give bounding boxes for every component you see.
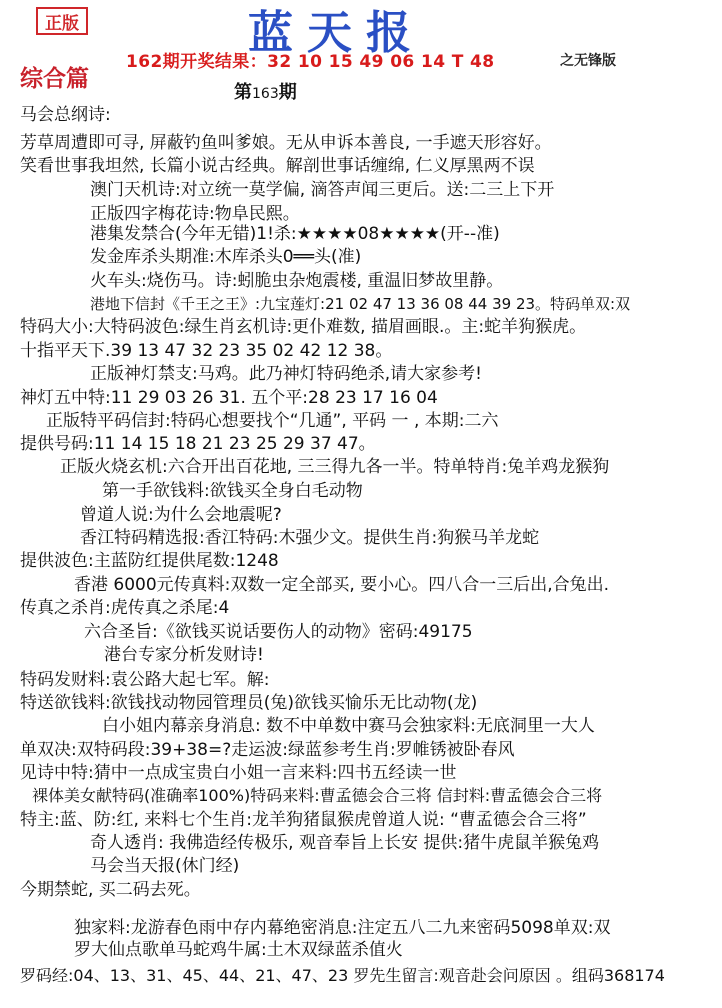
text-line: 港台专家分析发财诗!: [104, 645, 264, 665]
text-line: 香江特码精选报:香江特码:木强少文。提供生肖:狗猴马羊龙蛇: [80, 528, 540, 548]
text-line: 特送欲钱料:欲钱找动物园管理员(兔)欲钱买愉乐无比动物(龙): [20, 693, 478, 713]
text-line: 火车头:烧伤马。诗:蚓脆虫杂炮震楼, 重温旧梦故里静。: [90, 271, 504, 291]
text-line: 第一手欲钱料:欲钱买全身白毛动物: [102, 481, 363, 501]
text-line: 香港 6000元传真料:双数一定全部买, 要小心。四八合一三后出,合兔出.: [74, 575, 610, 595]
text-line: 马会总纲诗:: [20, 105, 111, 125]
text-line: 奇人透肖: 我佛造经传极乐, 观音奉旨上长安 提供:猪牛虎鼠羊猴兔鸡: [90, 833, 600, 853]
text-line: 六合圣旨:《欲钱买说话要伤人的动物》密码:49175: [84, 622, 473, 642]
text-line: 神灯五中特:11 29 03 26 31. 五个平:28 23 17 16 04: [20, 388, 438, 408]
text-line: 传真之杀肖:虎传真之杀尾:4: [20, 598, 230, 618]
draw-result-banner: 162期开奖结果：32 10 15 49 06 14 T 48: [126, 52, 495, 72]
text-line: 发金库杀头期准:木库杀头0══头(准): [90, 247, 362, 267]
text-line: 正版特平码信封:特码心想要找个“几通”, 平码 一 , 本期:二六: [46, 411, 499, 431]
text-line: 正版神灯禁支:马鸡。此乃神灯特码绝杀,请大家参考!: [90, 364, 482, 384]
text-line: 见诗中特:猜中一点成宝贵白小姐一言来料:四书五经读一世: [20, 763, 457, 783]
text-line: 今期禁蛇, 买二码去死。: [20, 880, 201, 900]
newspaper-title: 蓝天报: [248, 6, 426, 59]
text-line: 独家料:龙游春色雨中存内幕绝密消息:注定五八二九来密码5098单双:双: [74, 918, 611, 938]
text-line: 正版四字梅花诗:物阜民熙。: [90, 204, 300, 224]
issue-number: 163: [252, 86, 279, 102]
text-line: 单双决:双特码段:39+38=?走运波:绿蓝参考生肖:罗帷锈被卧春风: [20, 740, 515, 760]
text-line: 港地下信封《千王之王》:九宝莲灯:21 02 47 13 36 08 44 39 23。特码单双:双: [90, 295, 631, 313]
text-line: 裸体美女献特码(准确率100%)特码来料:曹孟德会合三将 信封料:曹孟德会合三将: [32, 786, 603, 805]
text-line: 正版火烧玄机:六合开出百花地, 三三得九各一半。特单特肖:兔羊鸡龙猴狗: [60, 457, 610, 477]
text-line: 白小姐内幕亲身消息: 数不中单数中赛马会独家料:无底洞里一大人: [102, 716, 595, 736]
issue-suffix: 期: [278, 82, 297, 103]
text-line: 十指平天下.39 13 47 32 23 35 02 42 12 38。: [20, 341, 393, 361]
text-line: 提供波色:主蓝防红提供尾数:1248: [20, 551, 279, 571]
text-line: 罗码经:04、13、31、45、44、21、47、23 罗先生留言:观音赴会问原因 。组码368174: [20, 966, 665, 985]
genuine-edition-stamp: 正版: [36, 7, 88, 35]
text-line: 曾道人说:为什么会地震呢?: [80, 505, 282, 525]
text-line: 提供号码:11 14 15 18 21 23 25 29 37 47。: [20, 434, 376, 454]
edition-label: 之无锋版: [560, 53, 616, 69]
issue-prefix: 第: [234, 82, 252, 103]
text-line: 澳门天机诗:对立统一莫学偏, 滴答声闻三更后。送:二三上下开: [90, 180, 555, 200]
text-line: 罗大仙点歌单马蛇鸡牛属:土木双绿蓝杀值火: [74, 940, 403, 960]
text-line: 特码发财料:袁公路大起七军。解:: [20, 670, 270, 690]
text-line: 笑看世事我坦然, 长篇小说古经典。解剖世事话缠绵, 仁义厚黑两不误: [20, 156, 535, 176]
text-line: 特码大小:大特码波色:绿生肖玄机诗:更仆难数, 描眉画眼.。主:蛇羊狗猴虎。: [20, 317, 587, 337]
section-title: 综合篇: [20, 65, 89, 92]
text-line: 芳草周遭即可寻, 屏蔽钓鱼叫爹娘。无从申诉本善良, 一手遮天形容好。: [20, 133, 552, 153]
text-line: 特主:蓝、防:红, 来料七个生肖:龙羊狗猪鼠猴虎曾道人说: “曹孟德会合三将”: [20, 810, 587, 830]
text-line: 马会当天报(休门经): [90, 856, 240, 876]
text-line: 港集发禁合(今年无错)1!杀:★★★★08★★★★(开--准): [90, 224, 500, 244]
